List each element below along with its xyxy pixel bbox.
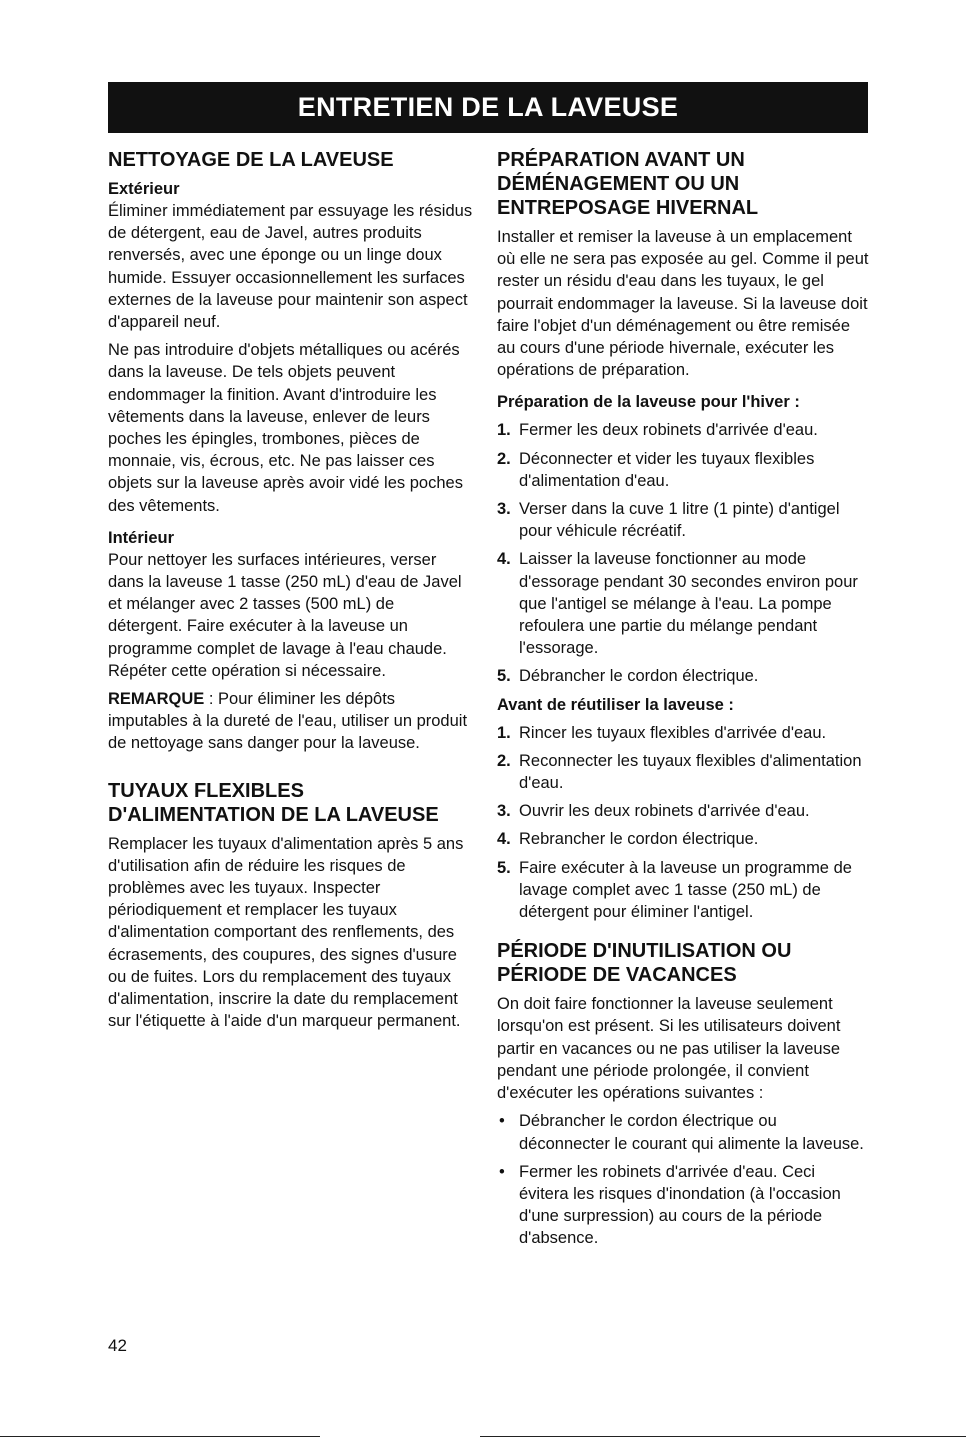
list-item xyxy=(497,750,869,794)
step-number: 5. xyxy=(497,667,511,686)
remarque-text: : Pour éliminer les dépôts imputables à la dureté de l'eau, utiliser un produit de nettoyage sans danger pour la laveuse. xyxy=(108,690,468,753)
step-number: 2. xyxy=(497,751,511,770)
bullet-text: Fermer les robinets d'arrivée d'eau. Ceci évitera les risques d'inondation (à l'occasion d'une surpression) au cours de la période d'absence. xyxy=(519,1162,841,1248)
reutil-steps-list xyxy=(497,722,869,924)
section-title-preparation: PRÉPARATION AVANT UN DÉMÉNAGEMENT OU UN ENTREPOSAGE HIVERNAL xyxy=(497,149,759,219)
right-column xyxy=(497,148,869,1256)
list-item xyxy=(497,722,869,744)
step-text: Verser dans la cuve 1 litre (1 pinte) d'antigel pour véhicule récréatif. xyxy=(519,500,840,541)
paragraph-preparation: Installer et remiser la laveuse à un emplacement où elle ne sera pas exposée au gel. Comme il peut rester un résidu d'eau dans les tuyaux, le gel pourrait endommager la laveuse. Si la laveuse doit faire l'objet d'un déménagement ou être remisée au cours d'une période hivernale, exécuter les opérations de préparation. xyxy=(497,228,869,380)
list-item xyxy=(497,665,869,687)
page-banner: ENTRETIEN DE LA LAVEUSE xyxy=(108,82,868,133)
step-text: Faire exécuter à la laveuse un programme de lavage complet avec 1 tasse (250 mL) de détergent pour éliminer l'antigel. xyxy=(519,858,852,922)
list-item xyxy=(497,1110,869,1154)
step-number: 2. xyxy=(497,449,511,468)
step-number: 3. xyxy=(497,802,511,821)
step-number: 4. xyxy=(497,550,511,569)
bullet-text: Débrancher le cordon électrique ou déconnecter le courant qui alimente la laveuse. xyxy=(519,1112,864,1153)
step-number: 5. xyxy=(497,858,511,877)
subheading-interieur: Intérieur xyxy=(108,528,175,547)
footer-rule xyxy=(0,1436,320,1437)
step-number: 1. xyxy=(497,723,511,742)
list-item xyxy=(497,828,869,850)
bullet-icon: • xyxy=(499,1162,505,1181)
left-column xyxy=(108,148,473,1033)
subheading-hiver: Préparation de la laveuse pour l'hiver : xyxy=(497,393,800,412)
list-item xyxy=(497,498,869,542)
list-item xyxy=(497,448,869,492)
paragraph-remarque xyxy=(108,688,473,755)
paragraph-exterieur-1: Éliminer immédiatement par essuyage les résidus de détergent, eau de Javel, autres produits renversés, avec une éponge ou un linge doux humide. Essuyer occasionnellement les surfaces externes de la laveuse pour maintenir son aspect d'appareil neuf. xyxy=(108,202,473,332)
page-number: 42 xyxy=(108,1336,127,1355)
section-title-inutilisation: PÉRIODE D'INUTILISATION OU PÉRIODE DE VACANCES xyxy=(497,940,792,987)
subheading-reutiliser: Avant de réutiliser la laveuse : xyxy=(497,695,734,714)
hiver-steps-list xyxy=(497,419,869,687)
footer-rule xyxy=(480,1436,966,1437)
step-number: 1. xyxy=(497,421,511,440)
step-text: Reconnecter les tuyaux flexibles d'alimentation d'eau. xyxy=(519,751,862,793)
step-text: Déconnecter et vider les tuyaux flexibles d'alimentation d'eau. xyxy=(519,449,815,490)
step-text: Laisser la laveuse fonctionner au mode d'essorage pendant 30 secondes environ pour que l'antigel se mélange à l'eau. La pompe refoulera une partie du mélange pendant l'essorage. xyxy=(519,550,858,658)
step-text: Rincer les tuyaux flexibles d'arrivée d'eau. xyxy=(519,723,827,742)
list-item xyxy=(497,419,869,441)
step-text: Fermer les deux robinets d'arrivée d'eau. xyxy=(519,421,818,440)
subheading-exterieur: Extérieur xyxy=(108,180,180,198)
step-number: 4. xyxy=(497,830,511,849)
list-item xyxy=(497,857,869,924)
list-item xyxy=(497,1161,869,1250)
bullet-icon: • xyxy=(499,1112,505,1131)
section-title-nettoyage: NETTOYAGE DE LA LAVEUSE xyxy=(108,149,394,171)
vacances-bullet-list xyxy=(497,1110,869,1249)
list-item xyxy=(497,800,869,822)
paragraph-tuyaux: Remplacer les tuyaux d'alimentation après 5 ans d'utilisation afin de réduire les risques de problèmes avec les tuyaux. Inspecter périodiquement et remplacer les tuyaux d'alimentation comportant des renflements, des écrasements, des coupures, des signes d'usure ou de fuites. Lors du remplacement des tuyaux d'alimentation, inscrire la date du remplacement sur l'étiquette à l'aide d'un marqueur permanent. xyxy=(108,834,464,1031)
paragraph-inutilisation: On doit faire fonctionner la laveuse seulement lorsqu'on est présent. Si les utilisateurs doivent partir en vacances ou ne pas utiliser la laveuse pendant une période prolongée, il convient d'exécuter les opérations suivantes : xyxy=(497,995,841,1103)
step-text: Rebrancher le cordon électrique. xyxy=(519,830,759,849)
paragraph-interieur: Pour nettoyer les surfaces intérieures, verser dans la laveuse 1 tasse (250 mL) d'eau de Javel et mélanger avec 2 tasses (500 mL) de détergent. Faire exécuter à la laveuse un programme complet de lavage à l'eau chaude. Répéter cette opération si nécessaire. xyxy=(108,550,462,680)
step-text: Débrancher le cordon électrique. xyxy=(519,667,759,686)
step-text: Ouvrir les deux robinets d'arrivée d'eau. xyxy=(519,802,810,821)
paragraph-exterieur-2: Ne pas introduire d'objets métalliques ou acérés dans la laveuse. De tels objets peuvent endommager la finition. Avant d'introduire les vêtements dans la laveuse, enlever de leurs poches les épingles, trombones, pièces de monnaie, vis, écrous, etc. Ne pas laisser ces objets sur la laveuse après avoir vidé les poches des vêtements. xyxy=(108,341,463,515)
list-item xyxy=(497,548,869,659)
step-number: 3. xyxy=(497,500,511,519)
section-title-tuyaux: TUYAUX FLEXIBLES D'ALIMENTATION DE LA LAVEUSE xyxy=(108,779,439,826)
remarque-label: REMARQUE xyxy=(108,690,205,709)
